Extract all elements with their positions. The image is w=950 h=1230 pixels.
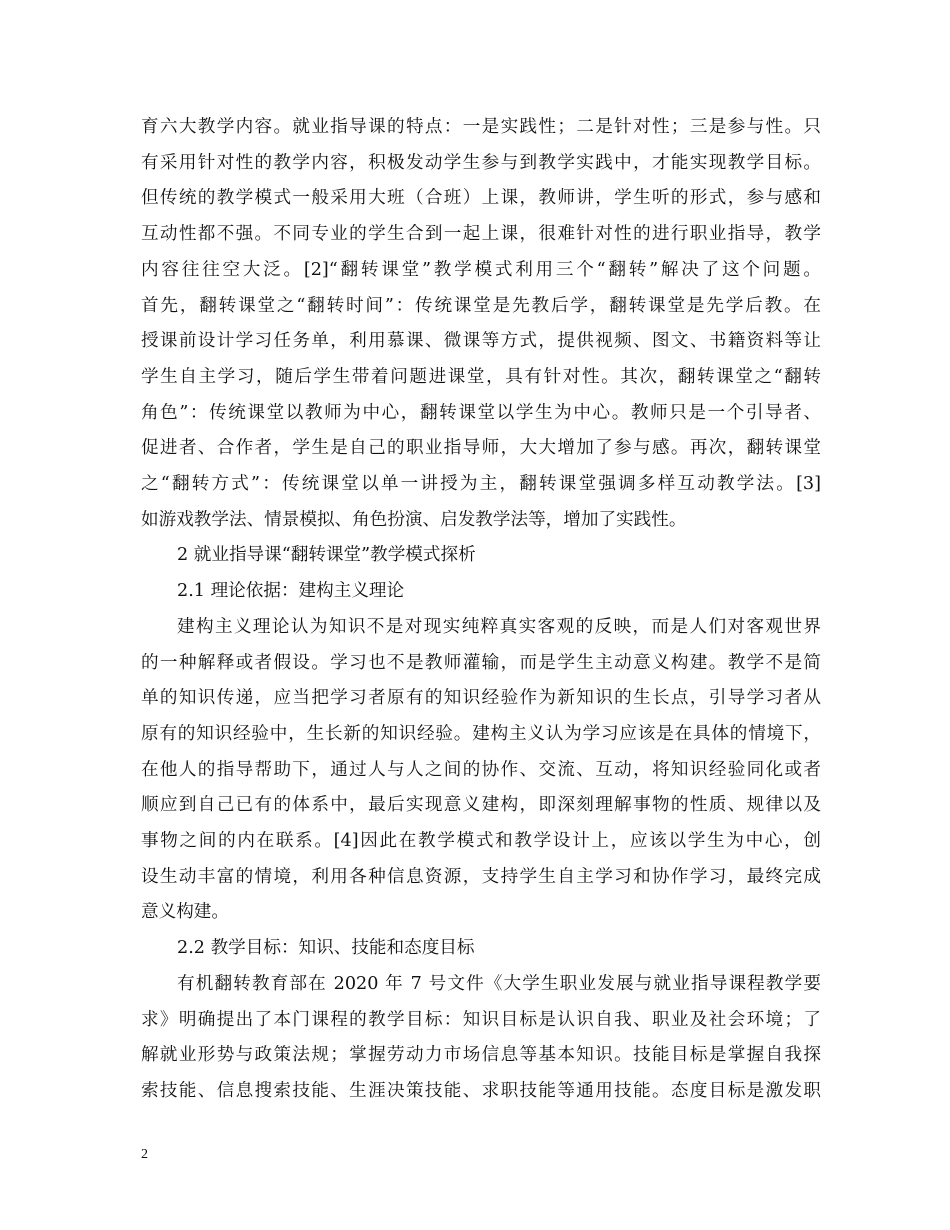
- text-line: 建构主义理论认为知识不是对现实纯粹真实客观的反映，而是人们对客观世界: [177, 616, 821, 637]
- body-text: [141, 110, 821, 1110]
- text-line: 求》明确提出了本门课程的教学目标：知识目标是认识自我、职业及社会环境；了: [141, 1009, 821, 1030]
- page-number: 2: [141, 1147, 148, 1162]
- text-line: 意义构建。: [141, 902, 229, 923]
- text-line: 内容往往空大泛。[2]“翻转课堂”教学模式利用三个“翻转”解决了这个问题。: [141, 259, 821, 280]
- text-line: 设生动丰富的情境，利用各种信息资源，支持学生自主学习和协作学习，最终完成: [141, 866, 821, 887]
- text-line: 之“翻转方式”：传统课堂以单一讲授为主，翻转课堂强调多样互动教学法。[3]: [141, 474, 821, 495]
- text-line: 顺应到自己已有的体系中，最后实现意义建构，即深刻理解事物的性质、规律以及: [141, 795, 821, 816]
- paragraph: [141, 538, 821, 574]
- text-line: 互动性都不强。不同专业的学生合到一起上课，很难针对性的进行职业指导，教学: [141, 224, 821, 245]
- text-line: 2.2 教学目标：知识、技能和态度目标: [177, 938, 475, 959]
- text-line: 学生自主学习，随后学生带着问题进课堂，具有针对性。其次，翻转课堂之“翻转: [141, 366, 821, 387]
- text-line: 如游戏教学法、情景模拟、角色扮演、启发教学法等，增加了实践性。: [141, 509, 687, 530]
- text-line: 2.1 理论依据：建构主义理论: [177, 581, 405, 602]
- paragraph: [141, 931, 821, 967]
- text-line: 原有的知识经验中，生长新的知识经验。建构主义认为学习应该是在具体的情境下，: [141, 723, 821, 744]
- text-line: 解就业形势与政策法规；掌握劳动力市场信息等基本知识。技能目标是掌握自我探: [141, 1045, 821, 1066]
- paragraph: [141, 574, 821, 610]
- text-line: 索技能、信息搜索技能、生涯决策技能、求职技能等通用技能。态度目标是激发职: [141, 1080, 821, 1101]
- text-line: 有采用针对性的教学内容，积极发动学生参与到教学实践中，才能实现教学目标。: [141, 152, 821, 173]
- text-line: 角色”：传统课堂以教师为中心，翻转课堂以学生为中心。教师只是一个引导者、: [141, 402, 821, 423]
- text-line: 但传统的教学模式一般采用大班（合班）上课，教师讲，学生听的形式，参与感和: [141, 188, 821, 209]
- text-line: 的一种解释或者假设。学习也不是教师灌输，而是学生主动意义构建。教学不是简: [141, 652, 821, 673]
- paragraph: [141, 110, 821, 538]
- text-line: 有机翻转教育部在 2020 年 7 号文件《大学生职业发展与就业指导课程教学要: [177, 973, 821, 994]
- text-line: 促进者、合作者，学生是自己的职业指导师，大大增加了参与感。再次，翻转课堂: [141, 438, 821, 459]
- text-line: 首先，翻转课堂之“翻转时间”：传统课堂是先教后学，翻转课堂是先学后教。在: [141, 295, 821, 316]
- text-line: 单的知识传递，应当把学习者原有的知识经验作为新知识的生长点，引导学习者从: [141, 688, 821, 709]
- text-line: 在他人的指导帮助下，通过人与人之间的协作、交流、互动，将知识经验同化或者: [141, 759, 821, 780]
- text-line: 事物之间的内在联系。[4]因此在教学模式和教学设计上，应该以学生为中心，创: [141, 831, 821, 852]
- text-line: 授课前设计学习任务单，利用慕课、微课等方式，提供视频、图文、书籍资料等让: [141, 331, 821, 352]
- text-line: 育六大教学内容。就业指导课的特点：一是实践性；二是针对性；三是参与性。只: [141, 117, 821, 137]
- text-line: 2 就业指导课“翻转课堂”教学模式探析: [177, 545, 476, 566]
- paragraph: [141, 610, 821, 931]
- paragraph: [141, 967, 821, 1110]
